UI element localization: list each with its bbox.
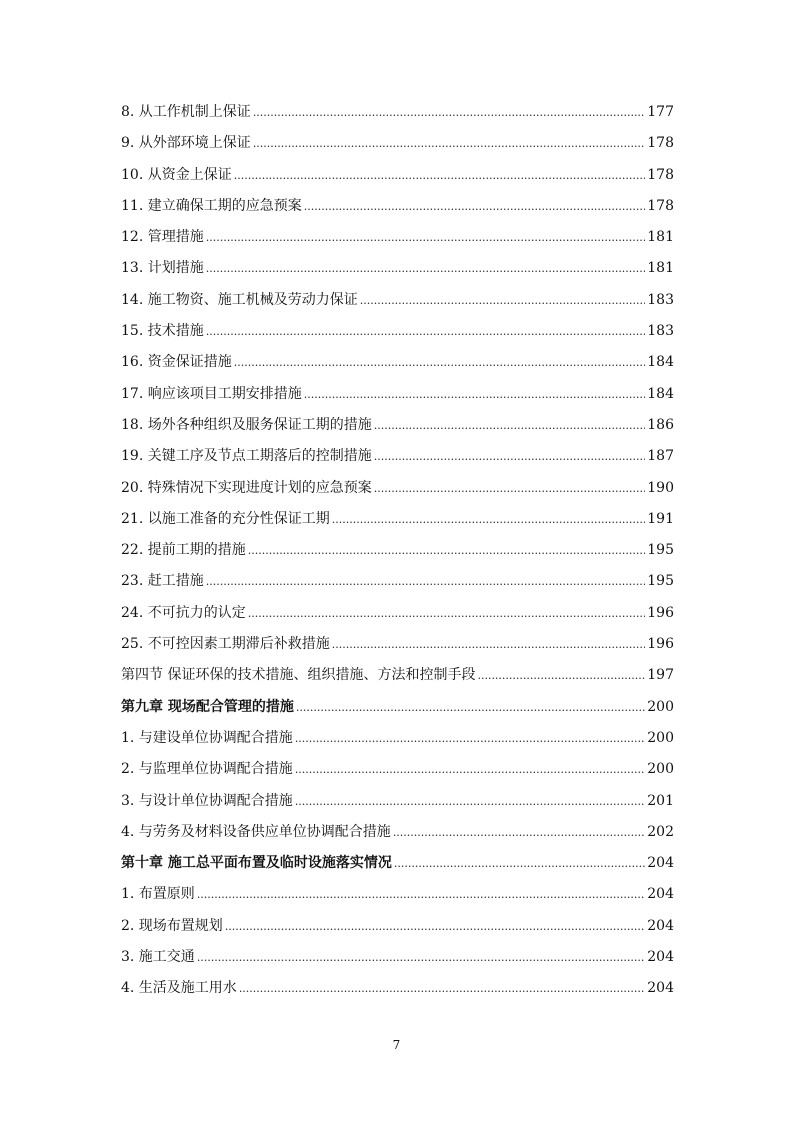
- toc-entry[interactable]: [121, 316, 674, 347]
- toc-entry-label: 15. 技术措施: [121, 323, 204, 340]
- table-of-contents: [121, 97, 674, 1005]
- toc-entry[interactable]: [121, 879, 674, 910]
- toc-entry[interactable]: [121, 222, 674, 253]
- toc-entry-page: 184: [647, 354, 674, 371]
- toc-entry-page: 184: [647, 385, 674, 402]
- toc-leader-dots: [225, 911, 645, 942]
- toc-leader-dots: [477, 660, 645, 691]
- toc-entry-label: 17. 响应该项目工期安排措施: [121, 385, 302, 402]
- toc-leader-dots: [206, 222, 646, 253]
- toc-entry-page: 187: [647, 448, 674, 465]
- toc-entry-label: 25. 不可控因素工期滞后补救措施: [121, 636, 330, 653]
- toc-entry-page: 186: [647, 416, 674, 433]
- toc-entry[interactable]: [121, 253, 674, 284]
- toc-entry[interactable]: [121, 504, 674, 535]
- toc-leader-dots: [304, 191, 646, 222]
- toc-entry[interactable]: [121, 566, 674, 597]
- toc-entry-page: 178: [647, 166, 674, 183]
- toc-entry-page: 204: [647, 855, 674, 872]
- toc-entry-label: 18. 场外各种组织及服务保证工期的措施: [121, 416, 372, 433]
- toc-entry-label: 8. 从工作机制上保证: [121, 104, 251, 120]
- toc-leader-dots: [295, 754, 645, 785]
- toc-entry-label: 16. 资金保证措施: [121, 354, 232, 371]
- toc-entry-label: 20. 特殊情况下实现进度计划的应急预案: [121, 479, 372, 496]
- toc-entry-page: 196: [647, 604, 674, 621]
- toc-entry[interactable]: [121, 535, 674, 566]
- toc-entry-label: 1. 布置原则: [121, 886, 195, 903]
- toc-entry[interactable]: [121, 285, 674, 316]
- toc-entry-label: 11. 建立确保工期的应急预案: [121, 197, 302, 214]
- toc-entry-label: 14. 施工物资、施工机械及劳动力保证: [121, 291, 358, 308]
- toc-entry-label: 3. 施工交通: [121, 949, 195, 966]
- toc-entry-page: 204: [647, 949, 674, 966]
- toc-entry-page: 204: [647, 980, 674, 997]
- toc-leader-dots: [295, 723, 645, 754]
- toc-leader-dots: [296, 692, 645, 723]
- toc-entry-label: 10. 从资金上保证: [121, 166, 232, 183]
- toc-entry[interactable]: [121, 97, 674, 128]
- toc-leader-dots: [394, 848, 645, 879]
- toc-leader-dots: [374, 441, 646, 472]
- toc-entry-page: 181: [647, 260, 674, 277]
- toc-entry-page: 201: [647, 792, 674, 809]
- toc-entry[interactable]: [121, 786, 674, 817]
- toc-entry[interactable]: [121, 379, 674, 410]
- toc-entry[interactable]: [121, 191, 674, 222]
- toc-leader-dots: [248, 535, 646, 566]
- toc-entry[interactable]: [121, 347, 674, 378]
- toc-section-entry[interactable]: [121, 660, 674, 691]
- toc-entry[interactable]: [121, 410, 674, 441]
- toc-leader-dots: [332, 629, 646, 660]
- toc-leader-dots: [360, 285, 646, 316]
- toc-entry[interactable]: [121, 911, 674, 942]
- toc-leader-dots: [197, 879, 645, 910]
- toc-chapter-entry[interactable]: [121, 848, 674, 879]
- toc-entry-page: 196: [647, 636, 674, 653]
- toc-entry-page: 190: [647, 479, 674, 496]
- toc-entry-label: 23. 赶工措施: [121, 573, 204, 590]
- toc-leader-dots: [239, 973, 645, 1004]
- toc-entry-label: 24. 不可抗力的认定: [121, 604, 246, 621]
- toc-entry-page: 200: [647, 761, 674, 778]
- toc-entry[interactable]: [121, 128, 674, 159]
- toc-leader-dots: [197, 942, 645, 973]
- toc-entry-page: 178: [647, 135, 674, 152]
- toc-entry[interactable]: [121, 441, 674, 472]
- toc-entry-label: 4. 与劳务及材料设备供应单位协调配合措施: [121, 823, 391, 840]
- toc-entry-page: 204: [647, 917, 674, 934]
- toc-entry-label: 3. 与设计单位协调配合措施: [121, 792, 293, 809]
- toc-entry[interactable]: [121, 160, 674, 191]
- toc-entry-page: 177: [647, 104, 674, 120]
- toc-entry-label: 1. 与建设单位协调配合措施: [121, 729, 293, 746]
- toc-entry-page: 183: [647, 291, 674, 308]
- toc-entry[interactable]: [121, 754, 674, 785]
- toc-leader-dots: [253, 97, 645, 128]
- toc-leader-dots: [206, 316, 646, 347]
- toc-entry[interactable]: [121, 817, 674, 848]
- toc-entry[interactable]: [121, 973, 674, 1004]
- toc-entry-label: 第四节 保证环保的技术措施、组织措施、方法和控制手段: [121, 667, 476, 684]
- toc-leader-dots: [206, 566, 646, 597]
- toc-entry[interactable]: [121, 473, 674, 504]
- toc-entry-page: 183: [647, 323, 674, 340]
- toc-leader-dots: [253, 128, 645, 159]
- toc-entry-page: 200: [647, 698, 674, 715]
- toc-chapter-entry[interactable]: [121, 692, 674, 723]
- toc-entry[interactable]: [121, 598, 674, 629]
- toc-entry-label: 9. 从外部环境上保证: [121, 135, 251, 152]
- toc-leader-dots: [234, 160, 646, 191]
- toc-entry-label: 22. 提前工期的措施: [121, 542, 246, 559]
- toc-leader-dots: [374, 410, 646, 441]
- toc-entry-label: 第九章 现场配合管理的措施: [121, 698, 294, 715]
- toc-entry-label: 19. 关键工序及节点工期落后的控制措施: [121, 448, 372, 465]
- toc-leader-dots: [295, 786, 645, 817]
- toc-entry-page: 181: [647, 229, 674, 246]
- toc-entry[interactable]: [121, 629, 674, 660]
- toc-leader-dots: [304, 379, 646, 410]
- toc-leader-dots: [248, 598, 646, 629]
- toc-leader-dots: [234, 347, 646, 378]
- toc-entry-page: 195: [647, 542, 674, 559]
- toc-entry[interactable]: [121, 942, 674, 973]
- toc-entry-page: 204: [647, 886, 674, 903]
- toc-entry[interactable]: [121, 723, 674, 754]
- toc-entry-page: 195: [647, 573, 674, 590]
- toc-entry-label: 2. 与监理单位协调配合措施: [121, 761, 293, 778]
- toc-entry-label: 4. 生活及施工用水: [121, 980, 237, 997]
- toc-entry-page: 191: [647, 510, 674, 527]
- toc-entry-page: 200: [647, 729, 674, 746]
- toc-leader-dots: [332, 504, 646, 535]
- toc-leader-dots: [206, 253, 646, 284]
- toc-entry-label: 21. 以施工准备的充分性保证工期: [121, 510, 330, 527]
- toc-entry-page: 202: [647, 823, 674, 840]
- toc-entry-label: 12. 管理措施: [121, 229, 204, 246]
- toc-entry-page: 197: [647, 667, 674, 684]
- toc-leader-dots: [393, 817, 645, 848]
- toc-leader-dots: [374, 473, 646, 504]
- toc-entry-label: 第十章 施工总平面布置及临时设施落实情况: [121, 855, 392, 872]
- toc-entry-label: 13. 计划措施: [121, 260, 204, 277]
- page-number: 7: [392, 1038, 401, 1052]
- toc-entry-page: 178: [647, 197, 674, 214]
- toc-entry-label: 2. 现场布置规划: [121, 917, 223, 934]
